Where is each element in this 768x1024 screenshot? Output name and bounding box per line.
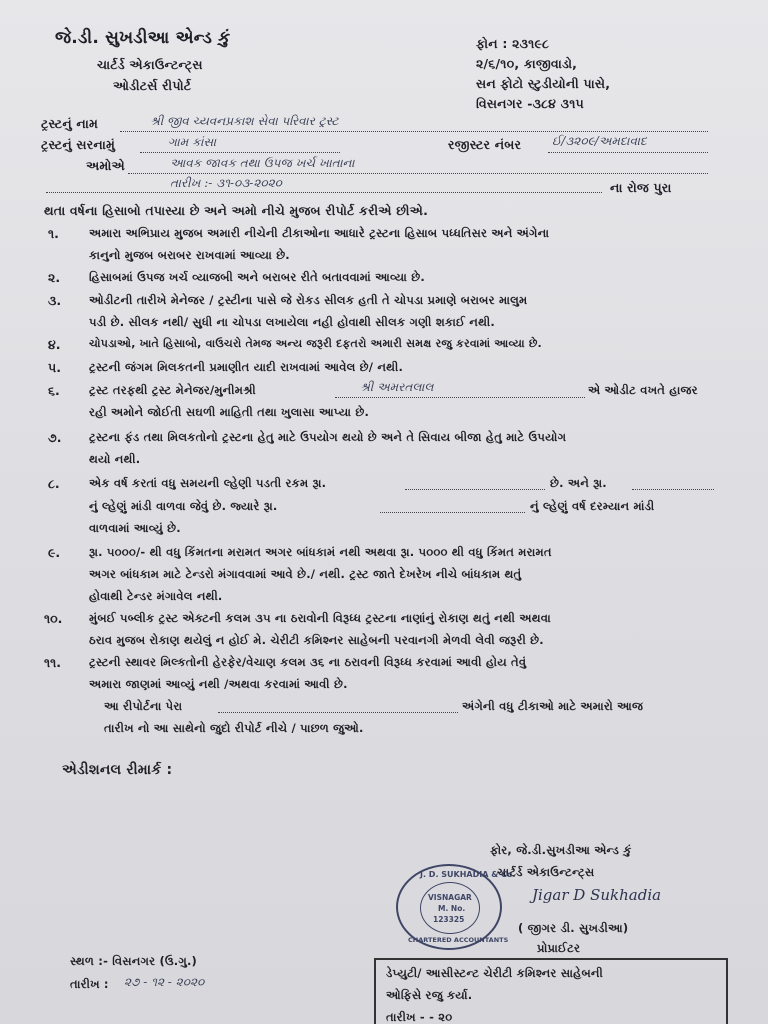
phone: ફોન : ૨૩૧૯૮ — [476, 36, 550, 51]
we-line — [128, 173, 708, 174]
signature-for-line: ફોર, જે.ડી.સુખડીઆ એન્ડ કું — [490, 843, 632, 857]
report-title: ઓડીટર્સ રીપોર્ટ — [113, 78, 192, 93]
item-3-line2: પડી છે. સીલક નથી/ સુધી ના ચોપડા લખાયેલા નહી હોવાથી સીલક ગણી શકાઈ નથી. — [89, 315, 495, 329]
on-date-suffix: ના રોજ પુરા — [610, 180, 672, 195]
item-1-line1: અમારા અભિપ્રાય મુજબ અમારી નીચેની ટીકાઓના આધારે ટ્રસ્ટના હિસાબ પધ્ધતિસર અને અંગેના — [89, 226, 550, 240]
item-11-line3a: આ રીપોર્ટના પેરા — [104, 699, 183, 713]
signature-handwriting: Jigar D Sukhadia — [532, 886, 662, 904]
item-1-number: ૧. — [48, 226, 59, 241]
trust-name-label: ટ્રસ્ટનું નામ — [41, 116, 99, 131]
firm-name: જે.ડી. સુખડીઆ એન્ડ કું — [55, 28, 231, 48]
item-8-number: ૮. — [48, 476, 60, 491]
item-8-dots-2 — [632, 489, 714, 490]
additional-remark-label: એડીશનલ રીમાર્ક : — [62, 762, 173, 778]
address-line3: વિસનગર -૩૮૪ ૩૧૫ — [476, 96, 584, 111]
item-8-dots-1 — [405, 489, 545, 490]
address-line1: ૨/૬/૧૦, કાજીવાડો, — [476, 56, 578, 71]
seal-city: VISNAGAR — [428, 893, 472, 902]
item-11-line1: ટ્રસ્ટની સ્થાવર મિલ્કતોની હેરફેર/વેચાણ કલમ ૩૬ ના ઠરાવની વિરૂધ્ધ કરવામાં આવી હોય તેવું — [89, 655, 527, 669]
item-11-line4: તારીખ નો આ સાથેનો જુદો રીપોર્ટ નીચે / પાછળ જુઓ. — [104, 721, 364, 735]
item-3-line1: ઓડીટની તારીખે મેનેજર / ટ્રસ્ટીના પાસે જે રોકડ સીલક હતી તે ચોપડા પ્રમાણે બરાબર માલુમ — [89, 293, 528, 307]
item-10-line2: ઠરાવ મુજબ રોકાણ થયેલું ન હોઈ મે. ચેરીટી કમિશ્નર સાહેબની પરવાનગી મેળવી લેવી જરૂરી છે. — [89, 633, 544, 647]
item-9-number: ૯. — [48, 545, 61, 560]
signatory-name: ( જીગર ડી. સુખડીઆ) — [518, 921, 629, 935]
register-label: રજીસ્ટર નંબર — [448, 137, 522, 152]
intro-text: થતા વર્ષના હિસાબો તપાસ્યા છે અને અમો નીચે મુજબ રીપોર્ટ કરીએ છીએ. — [44, 203, 429, 218]
item-8-line1a: એક વર્ષ કરતાં વધુ સમયની લ્હેણી પડતી રકમ રૂા. — [89, 476, 327, 490]
item-8-line2a: નું લ્હેણું માંડી વાળવા જેવું છે. જ્યારે રૂા. — [89, 499, 278, 513]
box-line1: ડેપ્યુટી/ આસીસ્ટન્ટ ચેરીટી કમિશ્નર સાહેબની — [386, 966, 603, 980]
signatory-role: પ્રોપ્રાઈટર — [537, 941, 581, 955]
register-line — [548, 152, 708, 153]
date-value: ૨૭ - ૧૨ - ૨૦૨૦ — [124, 975, 205, 989]
item-7-line1: ટ્રસ્ટના ફંડ તથા મિલકતોનો ટ્રસ્ટના હેતુ માટે ઉપયોગ થયો છે અને તે સિવાય બીજા હેતુ માટે ઉપયોગ — [89, 430, 567, 444]
item-6-line2: રહી અમોને જોઈતી સઘળી માહિતી તથા ખુલાસા આપ્યા છે. — [89, 405, 370, 419]
item-7-number: ૭. — [48, 430, 62, 445]
trust-name-line — [120, 131, 708, 132]
seal-bottom-text: CHARTERED ACCOUNTANTS — [408, 936, 509, 944]
item-6-line1a: ટ્રસ્ટ તરફથી ટ્રસ્ટ મેનેજર/મુનીમશ્રી — [89, 383, 256, 397]
item-9-line1: રૂા. ૫૦૦૦/- થી વધુ કિંમતના મરામત અગર બાંધકામં નથી અથવા રૂા. ૫૦૦૦ થી વધુ કિંમત મરામત — [89, 545, 552, 559]
item-8-line1b: છે. અને રૂા. — [550, 476, 607, 490]
item-4-number: ૪. — [48, 337, 61, 352]
item-11-line2: અમારા જાણમાં આવ્યું નથી /અથવા કરવામાં આવી છે. — [89, 677, 348, 691]
box-line3: તારીખ - - ૨૦ — [386, 1010, 453, 1024]
box-line2: ઓફિસે રજુ કર્યા. — [386, 988, 473, 1002]
place-label: સ્થળ :- વિસનગર (ઉ.ગુ.) — [70, 954, 197, 968]
ca-seal-stamp — [396, 864, 516, 950]
item-10-line1: મુંબઈ પબ્લીક ટ્રસ્ટ એક્ટની કલમ ૩૫ ના ઠરાવોની વિરૂધ્ધ ટ્રસ્ટના નાણાંનું રોકાણ થતું નથી અથવા — [89, 611, 551, 625]
item-2-number: ૨. — [48, 270, 61, 285]
item-8-dots-3 — [380, 512, 525, 513]
item-8-line2b: નું લ્હેણું વર્ષ દરમ્યાન માંડી — [530, 499, 655, 513]
date-value: તારીખ :- ૩૧-૦૩-૨૦૨૦ — [170, 176, 282, 190]
trust-name-value: શ્રી જીવ ચ્યવનપ્રકાશ સેવા પરિવાર ટ્રસ્ટ — [150, 114, 339, 128]
trust-address-value: ગામ કાંસા — [168, 135, 217, 149]
item-11-line3b: અંગેની વધુ ટીકાઓ માટે અમારો આજ — [462, 699, 644, 713]
seal-m-no-label: M. No. — [438, 904, 466, 913]
item-9-line2: અગર બાંધકામ માટે ટેન્ડરો મંગાવવામાં આવે છે./ નથી. ટ્રસ્ટ જાતે દેખરેખ નીચે બાંધકામ થતું — [89, 567, 522, 581]
seal-top-text: J. D. SUKHADIA & Co. — [420, 870, 516, 879]
item-7-line2: થયો નથી. — [89, 452, 141, 466]
we-value: આવક જાવક તથા ઉપજ ખર્ચ ખાતાના — [170, 156, 355, 170]
register-value: ઈ/૩૨૦૯/અમદાવાદ — [552, 134, 647, 148]
address-line2: સન ફોટો સ્ટુડીયોની પાસે, — [476, 76, 611, 91]
trust-address-line — [140, 152, 340, 153]
item-6-line1b: એ ઓડીટ વખતે હાજર — [588, 383, 698, 397]
firm-subtitle: ચાર્ટર્ડ એકાઉન્ટન્ટ્સ — [97, 57, 203, 72]
item-6-number: ૬. — [48, 383, 60, 398]
item-1-line2: કાનુનો મુજબ બરાબર રાખવામાં આવ્યા છે. — [89, 248, 290, 262]
date-line — [46, 192, 602, 193]
we-label: અમોએ — [86, 158, 125, 173]
item-11-number: ૧૧. — [44, 655, 61, 670]
signature-firm-type: ચાર્ટર્ડ એકાઉન્ટન્ટ્સ — [497, 865, 595, 879]
date-label: તારીખ : — [70, 977, 109, 991]
item-6-dotted-line — [335, 397, 585, 398]
item-4-line1: ચોપડાઓ, ખાતે હિસાબો, વાઉચરો તેમજ અન્ય જરૂરી દફતરો અમારી સમક્ષ રજુ કરવામાં આવ્યા છે. — [89, 337, 542, 350]
item-8-line3: વાળવામાં આવ્યું છે. — [89, 521, 181, 535]
item-10-number: ૧૦. — [44, 611, 63, 626]
item-5-line1: ટ્રસ્ટની જંગમ મિલકતની પ્રમાણીત યાદી રાખવામાં આવેલ છે/ નથી. — [89, 360, 404, 374]
trust-address-label: ટ્રસ્ટનું સરનામું — [41, 137, 115, 152]
item-3-number: ૩. — [48, 293, 62, 308]
item-11-dots — [218, 712, 458, 713]
item-5-number: ૫. — [48, 360, 61, 375]
seal-m-no: 123325 — [433, 915, 465, 924]
item-2-line1: હિસાબમાં ઉપજ ખર્ચ વ્યાજબી અને બરાબર રીતે બતાવવામાં આવ્યા છે. — [89, 270, 425, 284]
item-9-line3: હોવાથી ટેન્ડર મંગાવેલ નથી. — [89, 589, 223, 603]
charity-office-box — [374, 958, 728, 1024]
item-6-handwritten: શ્રી અમરતલાલ — [360, 380, 434, 394]
